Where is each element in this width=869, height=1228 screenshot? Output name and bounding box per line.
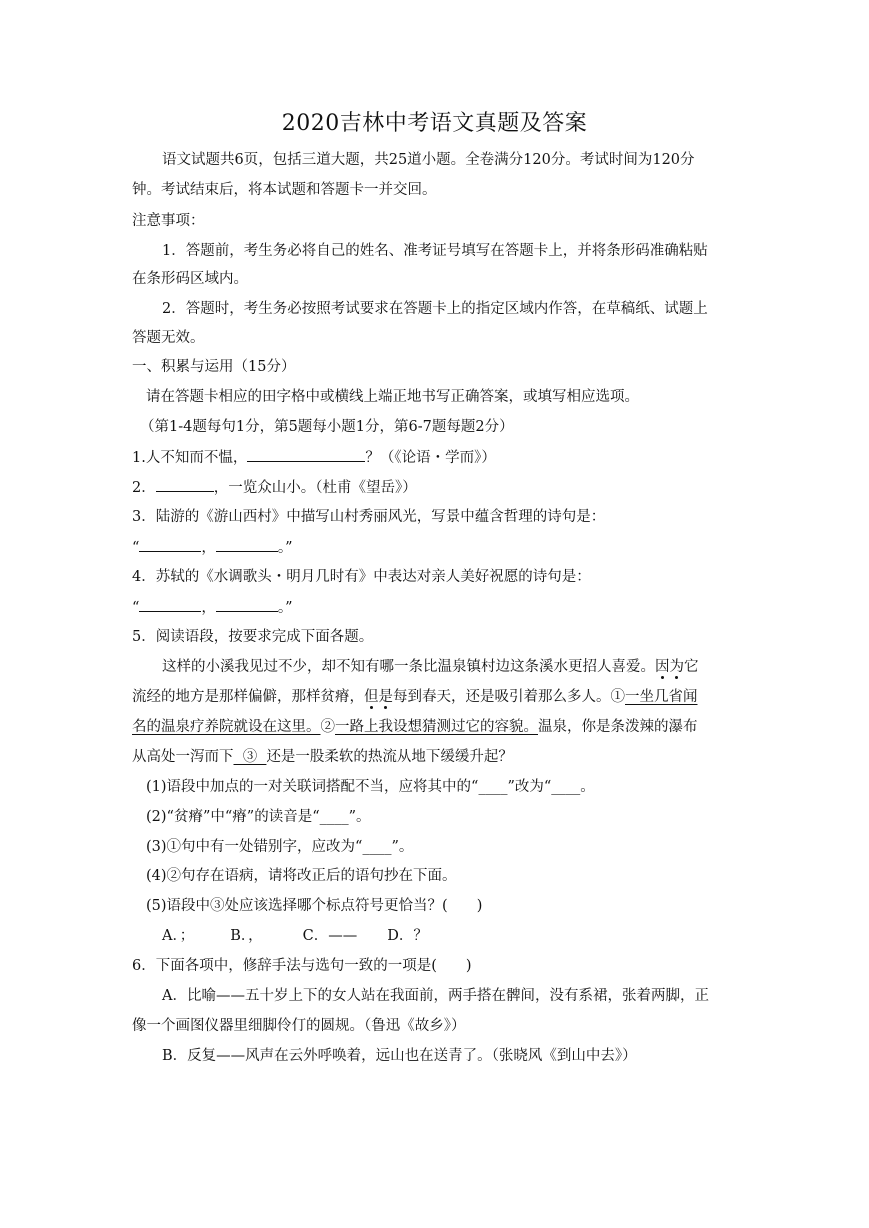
marker-3-blank[interactable]: ③ — [233, 749, 267, 765]
answer-blank[interactable] — [139, 537, 201, 552]
intro-line-2: 钟。考试结束后，将本试题和答题卡一并交回。 — [132, 182, 437, 198]
intro-line-1: 语文试题共6页，包括三道大题，共25道小题。全卷满分120分。考试时间为120分 — [162, 152, 695, 168]
passage-text: 还是一股柔软的热流从地下缓缓升起？ — [266, 749, 513, 765]
underlined-sentence-2: 一路上我设想猜测过它的容貌。 — [335, 719, 538, 735]
sub-question-2: (2)“贫瘠”中“瘠”的读音是“____”。 — [146, 809, 371, 825]
dotted-char: 是 — [378, 689, 393, 705]
comma: ， — [201, 600, 216, 616]
sub-question-1: (1)语段中加点的一对关联词搭配不当，应将其中的“____”改为“____。 — [146, 779, 595, 795]
open-quote: “ — [132, 600, 140, 616]
passage-line-3 — [132, 717, 698, 737]
section-1-scoring: （第1-4题每句1分，第5题每小题1分，第6-7题每题2分） — [140, 419, 514, 435]
option-a[interactable]: A．； — [162, 928, 195, 944]
dotted-char: 为 — [669, 659, 684, 675]
dotted-char: 但 — [364, 689, 379, 705]
notice-heading: 注意事项： — [132, 213, 205, 229]
question-3: 3．陆游的《游山西村》中描写山村秀丽风光，写景中蕴含哲理的诗句是： — [132, 509, 606, 525]
passage-text: 每到春天，还是吸引着那么多人。① — [393, 689, 625, 705]
answer-blank[interactable] — [156, 477, 214, 492]
section-1-heading: 一、积累与运用（15分） — [132, 359, 296, 375]
page-title: 2020吉林中考语文真题及答案 — [281, 111, 588, 136]
question-4: 4．苏轼的《水调歌头・明月几时有》中表达对亲人美好祝愿的诗句是： — [132, 569, 591, 585]
sub-question-4: (4)②句存在语病，请将改正后的语句抄在下面。 — [146, 868, 457, 884]
passage-line-4 — [132, 747, 513, 767]
question-2-suffix: ，一览众山小。（杜甫《望岳》） — [213, 480, 417, 496]
question-6-option-b: B．反复——风声在云外呼唤着，远山也在送青了。（张晓风《到山中去》） — [162, 1048, 637, 1064]
comma: ， — [201, 540, 216, 556]
open-quote: “ — [132, 540, 140, 556]
question-3-answer-line — [132, 537, 293, 558]
options-row — [162, 926, 428, 946]
question-6-heading: 6．下面各项中，修辞手法与选句一致的一项是( ) — [132, 958, 472, 974]
passage-text: 它 — [684, 659, 699, 675]
sub-question-5: (5)语段中③处应该选择哪个标点符号更恰当？( ) — [146, 898, 483, 914]
question-1-prefix: 1.人不知而不愠， — [132, 450, 248, 466]
answer-blank[interactable] — [216, 537, 278, 552]
question-1-suffix: ？（《论语・学而》） — [365, 450, 496, 466]
passage-line-1 — [162, 657, 699, 677]
marker-2: ② — [320, 719, 335, 735]
answer-blank[interactable] — [247, 447, 365, 462]
notice-item-1-line-2: 在条形码区域内。 — [132, 271, 248, 287]
option-d[interactable]: D．？ — [387, 928, 428, 944]
sub-question-3: (3)①句中有一处错别字，应改为“____”。 — [146, 839, 414, 855]
question-1 — [132, 447, 496, 468]
passage-text: 这样的小溪我见过不少，却不知有哪一条比温泉镇村边这条溪水更招人喜爱。 — [162, 659, 655, 675]
notice-item-1-line-1: 1．答题前，考生务必将自己的姓名、准考证号填写在答题卡上，并将条形码准确粘贴 — [162, 243, 708, 259]
passage-text: 从高处一泻而下 — [132, 749, 234, 765]
answer-blank[interactable] — [216, 597, 278, 612]
passage-line-2 — [132, 687, 698, 707]
close-quote: 。” — [277, 540, 293, 556]
question-4-answer-line — [132, 597, 293, 618]
dotted-char: 因 — [655, 659, 670, 675]
question-5-heading: 5．阅读语段，按要求完成下面各题。 — [132, 629, 374, 645]
passage-text: 流经的地方是那样偏僻，那样贫瘠， — [132, 689, 364, 705]
answer-blank[interactable] — [139, 597, 201, 612]
question-6-option-a-line-1: A．比喻——五十岁上下的女人站在我面前，两手搭在髀间，没有系裙，张着两脚，正 — [162, 988, 709, 1004]
option-c[interactable]: C．—— — [302, 928, 358, 944]
close-quote: 。” — [277, 600, 293, 616]
underlined-sentence-1-cont: 名的温泉疗养院就设在这里。 — [132, 719, 321, 735]
option-b[interactable]: B．， — [230, 928, 263, 944]
notice-item-2-line-1: 2．答题时，考生务必按照考试要求在答题卡上的指定区域内作答，在草稿纸、试题上 — [162, 301, 708, 317]
question-2 — [132, 477, 417, 498]
question-2-prefix: 2． — [132, 480, 156, 496]
underlined-sentence-1: 一坐几省闻 — [625, 689, 698, 705]
passage-text: 温泉，你是条泼辣的瀑布 — [538, 719, 698, 735]
question-6-option-a-line-2: 像一个画图仪器里细脚伶仃的圆规。（鲁迅《故乡》） — [132, 1018, 466, 1034]
notice-item-2-line-2: 答题无效。 — [132, 330, 205, 346]
section-1-instruction: 请在答题卡相应的田字格中或横线上端正地书写正确答案，或填写相应选项。 — [146, 389, 639, 405]
